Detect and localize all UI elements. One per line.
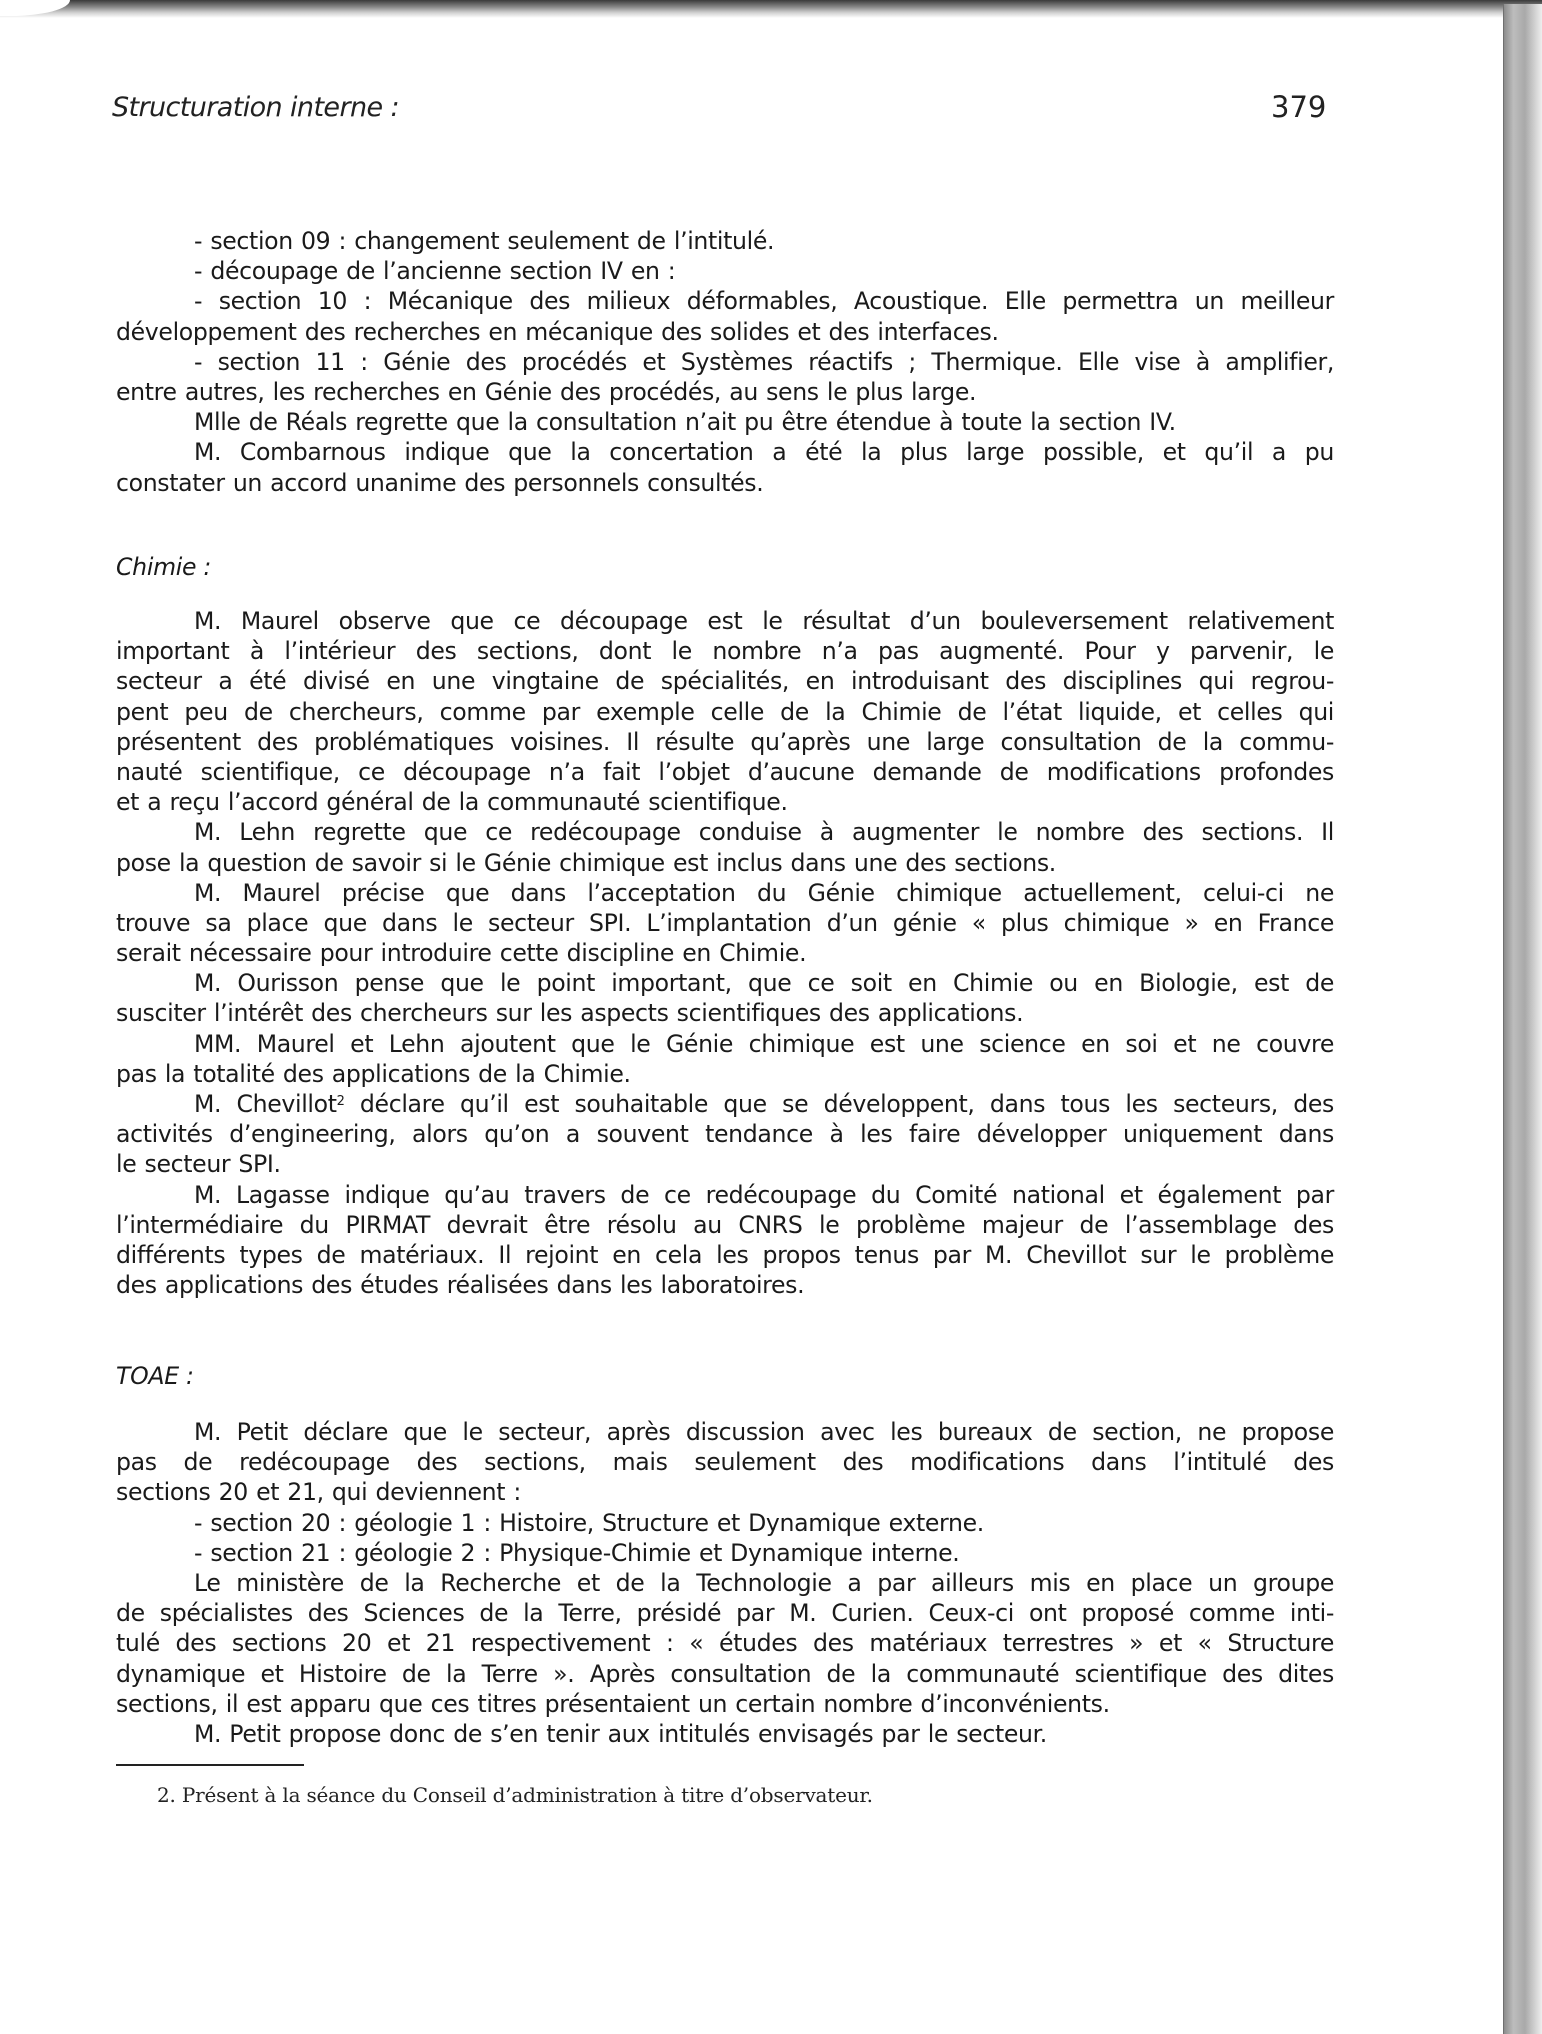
text-line xyxy=(116,757,1334,787)
text-line-content: pose la question de savoir si le Génie chimique est inclus dans une des sections. xyxy=(116,848,1056,877)
text-line-content: activités d’engineering, alors qu’on a souvent tendance à les faire développer uniquement dans xyxy=(116,1120,1334,1149)
text-line-content: trouve sa place que dans le secteur SPI. L’implantation d’un génie « plus chimique » en France xyxy=(116,908,1334,937)
text-line xyxy=(116,1659,1334,1689)
text-line-content: secteur a été divisé en une vingtaine de spécialités, en introduisant des disciplines qui regrou- xyxy=(116,667,1334,696)
text-line-content: M. Lehn regrette que ce redécoupage conduise à augmenter le nombre des sections. Il xyxy=(194,818,1334,847)
scan-top-edge xyxy=(0,0,1542,18)
text-line-content: MM. Maurel et Lehn ajoutent que le Génie chimique est une science en soi et ne couvre xyxy=(194,1029,1334,1058)
footnote-number: 2. xyxy=(157,1783,176,1807)
text-line-content: M. Combarnous indique que la concertation a été la plus large possible, et qu’il a pu xyxy=(194,438,1334,467)
text-line xyxy=(116,1508,1334,1538)
text-line-content: sections 20 et 21, qui deviennent : xyxy=(116,1478,521,1507)
text-line-content: susciter l’intérêt des chercheurs sur les aspects scientifiques des applications. xyxy=(116,999,1024,1028)
text-line-content: - section 09 : changement seulement de l’intitulé. xyxy=(194,227,775,255)
text-line-content: M. Petit propose donc de s’en tenir aux intitulés envisagés par le secteur. xyxy=(194,1719,1047,1748)
text-line-content: sections, il est apparu que ces titres présentaient un certain nombre d’inconvénients. xyxy=(116,1689,1110,1718)
text-line-content: tulé des sections 20 et 21 respectivement : « études des matériaux terrestres » et « Structure xyxy=(116,1629,1334,1658)
text-line-content: entre autres, les recherches en Génie des procédés, au sens le plus large. xyxy=(116,377,977,406)
text-line xyxy=(116,1477,1334,1507)
text-line-content: pent peu de chercheurs, comme par exemple celle de la Chimie de l’état liquide, et celles qui xyxy=(116,697,1334,726)
text-line-content: Le ministère de la Recherche et de la Technologie a par ailleurs mis en place un groupe xyxy=(194,1568,1334,1597)
text-line xyxy=(116,1210,1334,1240)
text-line xyxy=(116,998,1334,1028)
text-line-content: différents types de matériaux. Il rejoint en cela les propos tenus par M. Chevillot sur le problème xyxy=(116,1240,1334,1269)
text-line xyxy=(116,606,1334,636)
text-line xyxy=(116,1149,1334,1179)
text-line xyxy=(116,1180,1334,1210)
text-line xyxy=(116,226,1334,256)
footnote-ref: 2 xyxy=(336,1094,345,1109)
text-line xyxy=(116,468,1334,498)
text-line xyxy=(116,636,1334,666)
text-line-content: le secteur SPI. xyxy=(116,1150,281,1179)
text-line-content: M. Maurel observe que ce découpage est le résultat d’un bouleversement relativement xyxy=(194,607,1334,635)
text-line-content: M. Petit déclare que le secteur, après discussion avec les bureaux de section, ne propose xyxy=(194,1418,1334,1446)
text-line xyxy=(116,1089,1334,1119)
text-line xyxy=(116,286,1334,316)
text-line xyxy=(116,787,1334,817)
text-line xyxy=(116,1598,1334,1628)
footnote-rule xyxy=(116,1764,304,1766)
text-line-content: - section 21 : géologie 2 : Physique-Chimie et Dynamique interne. xyxy=(194,1538,960,1567)
text-line-content: M. Ourisson pense que le point important, que ce soit en Chimie ou en Biologie, est de xyxy=(194,969,1334,998)
intro-section xyxy=(116,226,1334,498)
text-line-content: - section 10 : Mécanique des milieux déformables, Acoustique. Elle permettra un meilleur xyxy=(194,287,1334,316)
text-line-content: M. Chevillot xyxy=(194,1090,337,1118)
text-line-content: l’intermédiaire du PIRMAT devrait être résolu au CNRS le problème majeur de l’assemblage des xyxy=(116,1210,1334,1239)
text-line-content: constater un accord unanime des personnels consultés. xyxy=(116,468,764,497)
text-line xyxy=(116,377,1334,407)
text-line xyxy=(116,407,1334,437)
text-line xyxy=(116,1029,1334,1059)
text-line xyxy=(116,1447,1334,1477)
text-line-content: de spécialistes des Sciences de la Terre, présidé par M. Curien. Ceux-ci ont proposé comme inti- xyxy=(116,1599,1334,1628)
text-line xyxy=(116,1417,1334,1447)
running-head: Structuration interne : xyxy=(112,92,399,123)
text-line xyxy=(116,1568,1334,1598)
text-line xyxy=(116,1628,1334,1658)
text-line-content: pas de redécoupage des sections, mais seulement des modifications dans l’intitulé des xyxy=(116,1448,1334,1477)
text-line xyxy=(116,1270,1334,1300)
text-line xyxy=(116,848,1334,878)
toae-section xyxy=(116,1417,1334,1749)
text-line xyxy=(116,727,1334,757)
text-line xyxy=(116,1719,1334,1749)
text-line xyxy=(116,908,1334,938)
text-line xyxy=(116,817,1334,847)
section-heading-toae: TOAE : xyxy=(116,1362,194,1390)
text-line xyxy=(116,347,1334,377)
text-line xyxy=(116,1240,1334,1270)
text-line xyxy=(116,697,1334,727)
scan-book-edge xyxy=(1503,4,1542,2034)
text-line-content: M. Lagasse indique qu’au travers de ce redécoupage du Comité national et également par xyxy=(194,1180,1334,1209)
text-line-content: présentent des problématiques voisines. Il résulte qu’après une large consultation de la commu- xyxy=(116,727,1334,756)
text-line xyxy=(116,317,1334,347)
text-line-content: pas la totalité des applications de la Chimie. xyxy=(116,1059,631,1088)
text-line xyxy=(116,666,1334,696)
text-line-content: et a reçu l’accord général de la communauté scientifique. xyxy=(116,788,788,817)
text-line-content: nauté scientifique, ce découpage n’a fait l’objet d’aucune demande de modifications profondes xyxy=(116,757,1334,786)
text-line-content: Mlle de Réals regrette que la consultation n’ait pu être étendue à toute la section IV. xyxy=(194,408,1176,437)
text-line-content: des applications des études réalisées dans les laboratoires. xyxy=(116,1271,805,1300)
section-heading-chimie: Chimie : xyxy=(116,553,212,581)
text-line xyxy=(116,938,1334,968)
text-line-content: - section 11 : Génie des procédés et Systèmes réactifs ; Thermique. Elle vise à amplifier, xyxy=(194,347,1334,376)
text-line xyxy=(116,437,1334,467)
text-line-content: M. Maurel précise que dans l’acceptation du Génie chimique actuellement, celui-ci ne xyxy=(194,878,1334,907)
text-line xyxy=(116,1689,1334,1719)
text-line xyxy=(116,1538,1334,1568)
text-line xyxy=(116,1119,1334,1149)
text-line-content: important à l’intérieur des sections, dont le nombre n’a pas augmenté. Pour y parvenir, le xyxy=(116,637,1334,666)
page-number: 379 xyxy=(1271,90,1327,124)
text-line xyxy=(116,256,1334,286)
text-line xyxy=(116,1059,1334,1089)
text-line-content: serait nécessaire pour introduire cette discipline en Chimie. xyxy=(116,939,807,968)
text-line-content: - section 20 : géologie 1 : Histoire, Structure et Dynamique externe. xyxy=(194,1508,984,1537)
text-line-content: - découpage de l’ancienne section IV en : xyxy=(194,257,676,286)
footnote-text: Présent à la séance du Conseil d’administration à titre d’observateur. xyxy=(181,1783,873,1807)
footnote xyxy=(157,1783,873,1807)
text-line xyxy=(116,968,1334,998)
text-line xyxy=(116,878,1334,908)
chimie-section xyxy=(116,606,1334,1300)
text-line-content: développement des recherches en mécanique des solides et des interfaces. xyxy=(116,317,999,346)
text-line-content: déclare qu’il est souhaitable que se développent, dans tous les secteurs, des xyxy=(344,1090,1334,1118)
text-line-content: dynamique et Histoire de la Terre ». Après consultation de la communauté scientifique des dites xyxy=(116,1659,1334,1688)
